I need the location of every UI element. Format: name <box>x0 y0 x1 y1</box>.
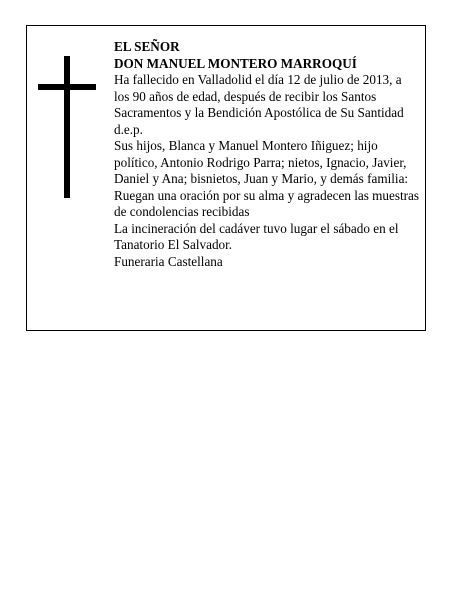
deceased-title: EL SEÑOR <box>114 39 180 54</box>
family-list: Sus hijos, Blanca y Manuel Montero Iñiguez; hijo político, Antonio Rodrigo Parra; nietos, Ignacio, Javier, Daniel y Ana; bisnietos, Juan y Mario, y demás familia: Ruegan una oración por su alma y agradecen las muestras de condolencias recibidas <box>114 138 420 219</box>
obituary-notice <box>26 25 426 331</box>
notice-text <box>114 39 420 270</box>
cross-horizontal-bar <box>38 84 96 90</box>
funeral-home: Funeraria Castellana <box>114 253 223 269</box>
cross-vertical-bar <box>64 56 70 198</box>
death-announcement: Ha fallecido en Valladolid el día 12 de julio de 2013, a los 90 años de edad, después de recibir los Santos Sacramentos y la Bendición Apostólica de Su Santidad d.e.p. <box>114 72 404 137</box>
cremation-info: La incineración del cadáver tuvo lugar el sábado en el Tanatorio El Salvador. <box>114 220 399 252</box>
deceased-name: DON MANUEL MONTERO MARROQUÍ <box>114 55 357 71</box>
